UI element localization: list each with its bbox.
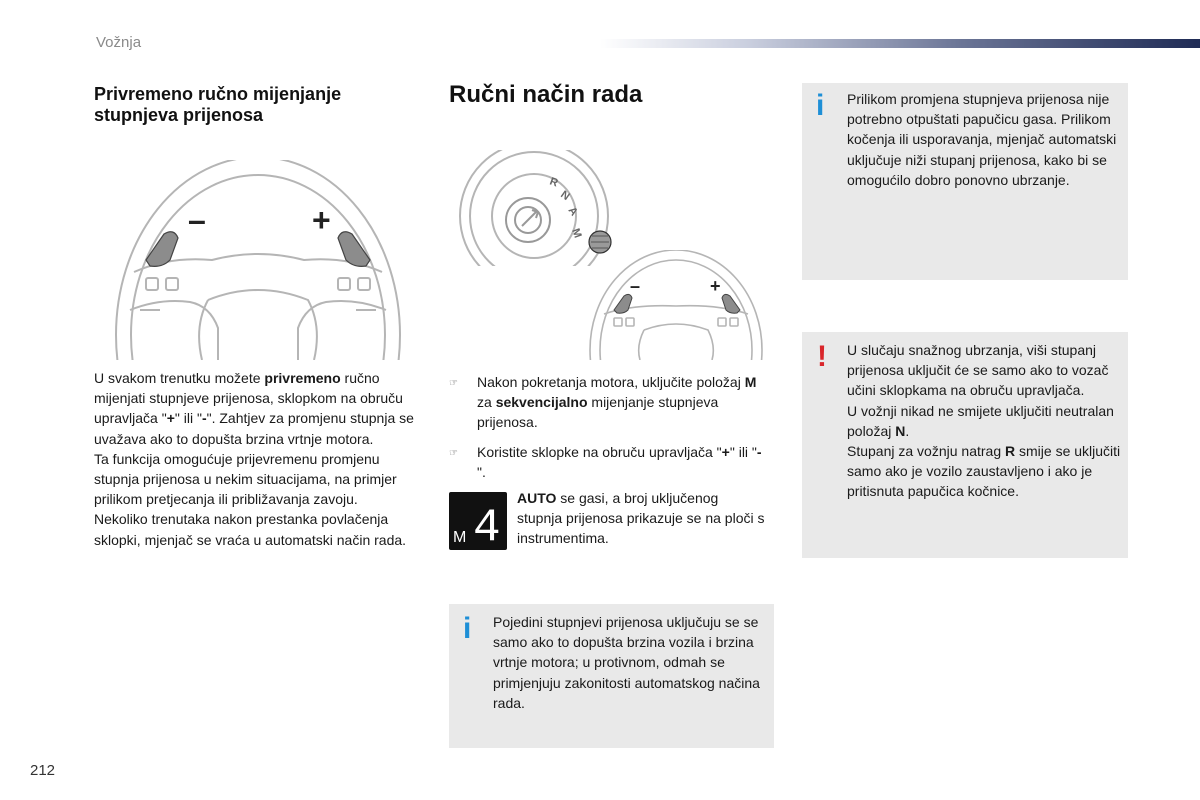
svg-text:A: A — [565, 204, 580, 219]
gear-display-icon — [449, 492, 507, 550]
section-label: Vožnja — [96, 34, 142, 51]
small-steering-wheel-illustration — [584, 250, 768, 362]
display-mode-letter: M — [453, 529, 467, 546]
svg-text:M: M — [569, 226, 584, 240]
warning-icon: ! — [817, 340, 827, 373]
svg-text:R: R — [547, 175, 560, 190]
svg-text:N: N — [558, 188, 572, 204]
page-number: 212 — [30, 762, 56, 779]
auto-text: AUTO se gasi, a broj uključenog stupnja prijenosa prikazuje se na ploči s instrumentima. — [517, 490, 765, 547]
info-box-right-text: Prilikom promjena stupnjeva prijenosa nije potrebno otpuštati papučicu gasa. Prilikom kočenja ili usporavanja, mjenjač automatski uključuje niži stupanj prijenosa, kako bi se omogućilo dobro ponovno ubrzanje. — [847, 91, 1117, 188]
bullet-pointer-icon: ☞ — [449, 378, 458, 389]
info-box-center-text: Pojedini stupnjevi prijenosa uključuju se se samo ako to dopušta brzina vozila i brzina vrtnje motora; u protivnom, odmah se primjenjuju zakonitosti automatskog načina rada. — [493, 614, 760, 711]
bullet-pointer-icon: ☞ — [449, 448, 458, 459]
header-bar — [600, 39, 1200, 48]
center-heading: Ručni način rada — [449, 81, 643, 108]
display-gear-number: 4 — [473, 502, 501, 550]
warning-box-text: U slučaju snažnog ubrzanja, viši stupanj prijenosa uključit će se samo ako to vozač učini sklopkama na obruču upravljača. U vožnji nikad ne smijete uključiti neutralan položaj N. Stupanj za vožnju natrag R smije se uključiti samo ako je vozilo zaustavljeno i ako je pritisnuta papučica kočnice. — [847, 342, 1121, 500]
wheel-minus-label: – — [188, 202, 206, 238]
left-paragraph-3: Nekoliko trenutaka nakon prestanka povlačenja sklopki, mjenjač se vraća u automatski način rada. — [94, 511, 407, 548]
bullet-1: ☞ Nakon pokretanja motora, uključite položaj M za sekvencijalno mijenjanje stupnjeva prijenosa. — [449, 374, 757, 431]
svg-text:–: – — [630, 276, 641, 296]
wheel-plus-label: + — [312, 202, 331, 238]
left-paragraph-2: Ta funkcija omogućuje prijevremenu promjenu stupnja prijenosa u nekim situacijama, na primjer prilikom pretjecanja ili približavanja zavoju. — [94, 450, 397, 508]
info-icon: i — [463, 612, 472, 645]
gear-selector-illustration — [452, 150, 622, 266]
info-box-right — [802, 83, 1128, 280]
info-icon: i — [816, 89, 825, 122]
left-heading: Privremeno ručno mijenjanje stupnjeva prijenosa — [94, 84, 342, 125]
bullet-2: ☞ Koristite sklopke na obruču upravljača "+" ili "-". — [449, 444, 762, 481]
small-left-paddle-icon — [614, 294, 632, 313]
svg-text:+: + — [710, 276, 721, 296]
info-box-center — [449, 604, 774, 748]
warning-box — [802, 332, 1128, 558]
left-body: U svakom trenutku možete privremeno ručno mijenjati stupnjeve prijenosa, sklopkom na obruču upravljača "+" ili "-". Zahtjev za promjenu stupnja se uvažava ako to dopušta brzina vrtnje motora. Ta funkcija omogućuje prijevremenu promjenu stupnja prijenosa u nekim situacijama, na primjer prilikom pretjecanja ili približavanja zavoju. Nekoliko trenutaka nakon prestanka povlačenja sklopki, mjenjač se vraća u automatski način rada. — [94, 370, 414, 548]
steering-wheel-illustration — [100, 160, 416, 362]
